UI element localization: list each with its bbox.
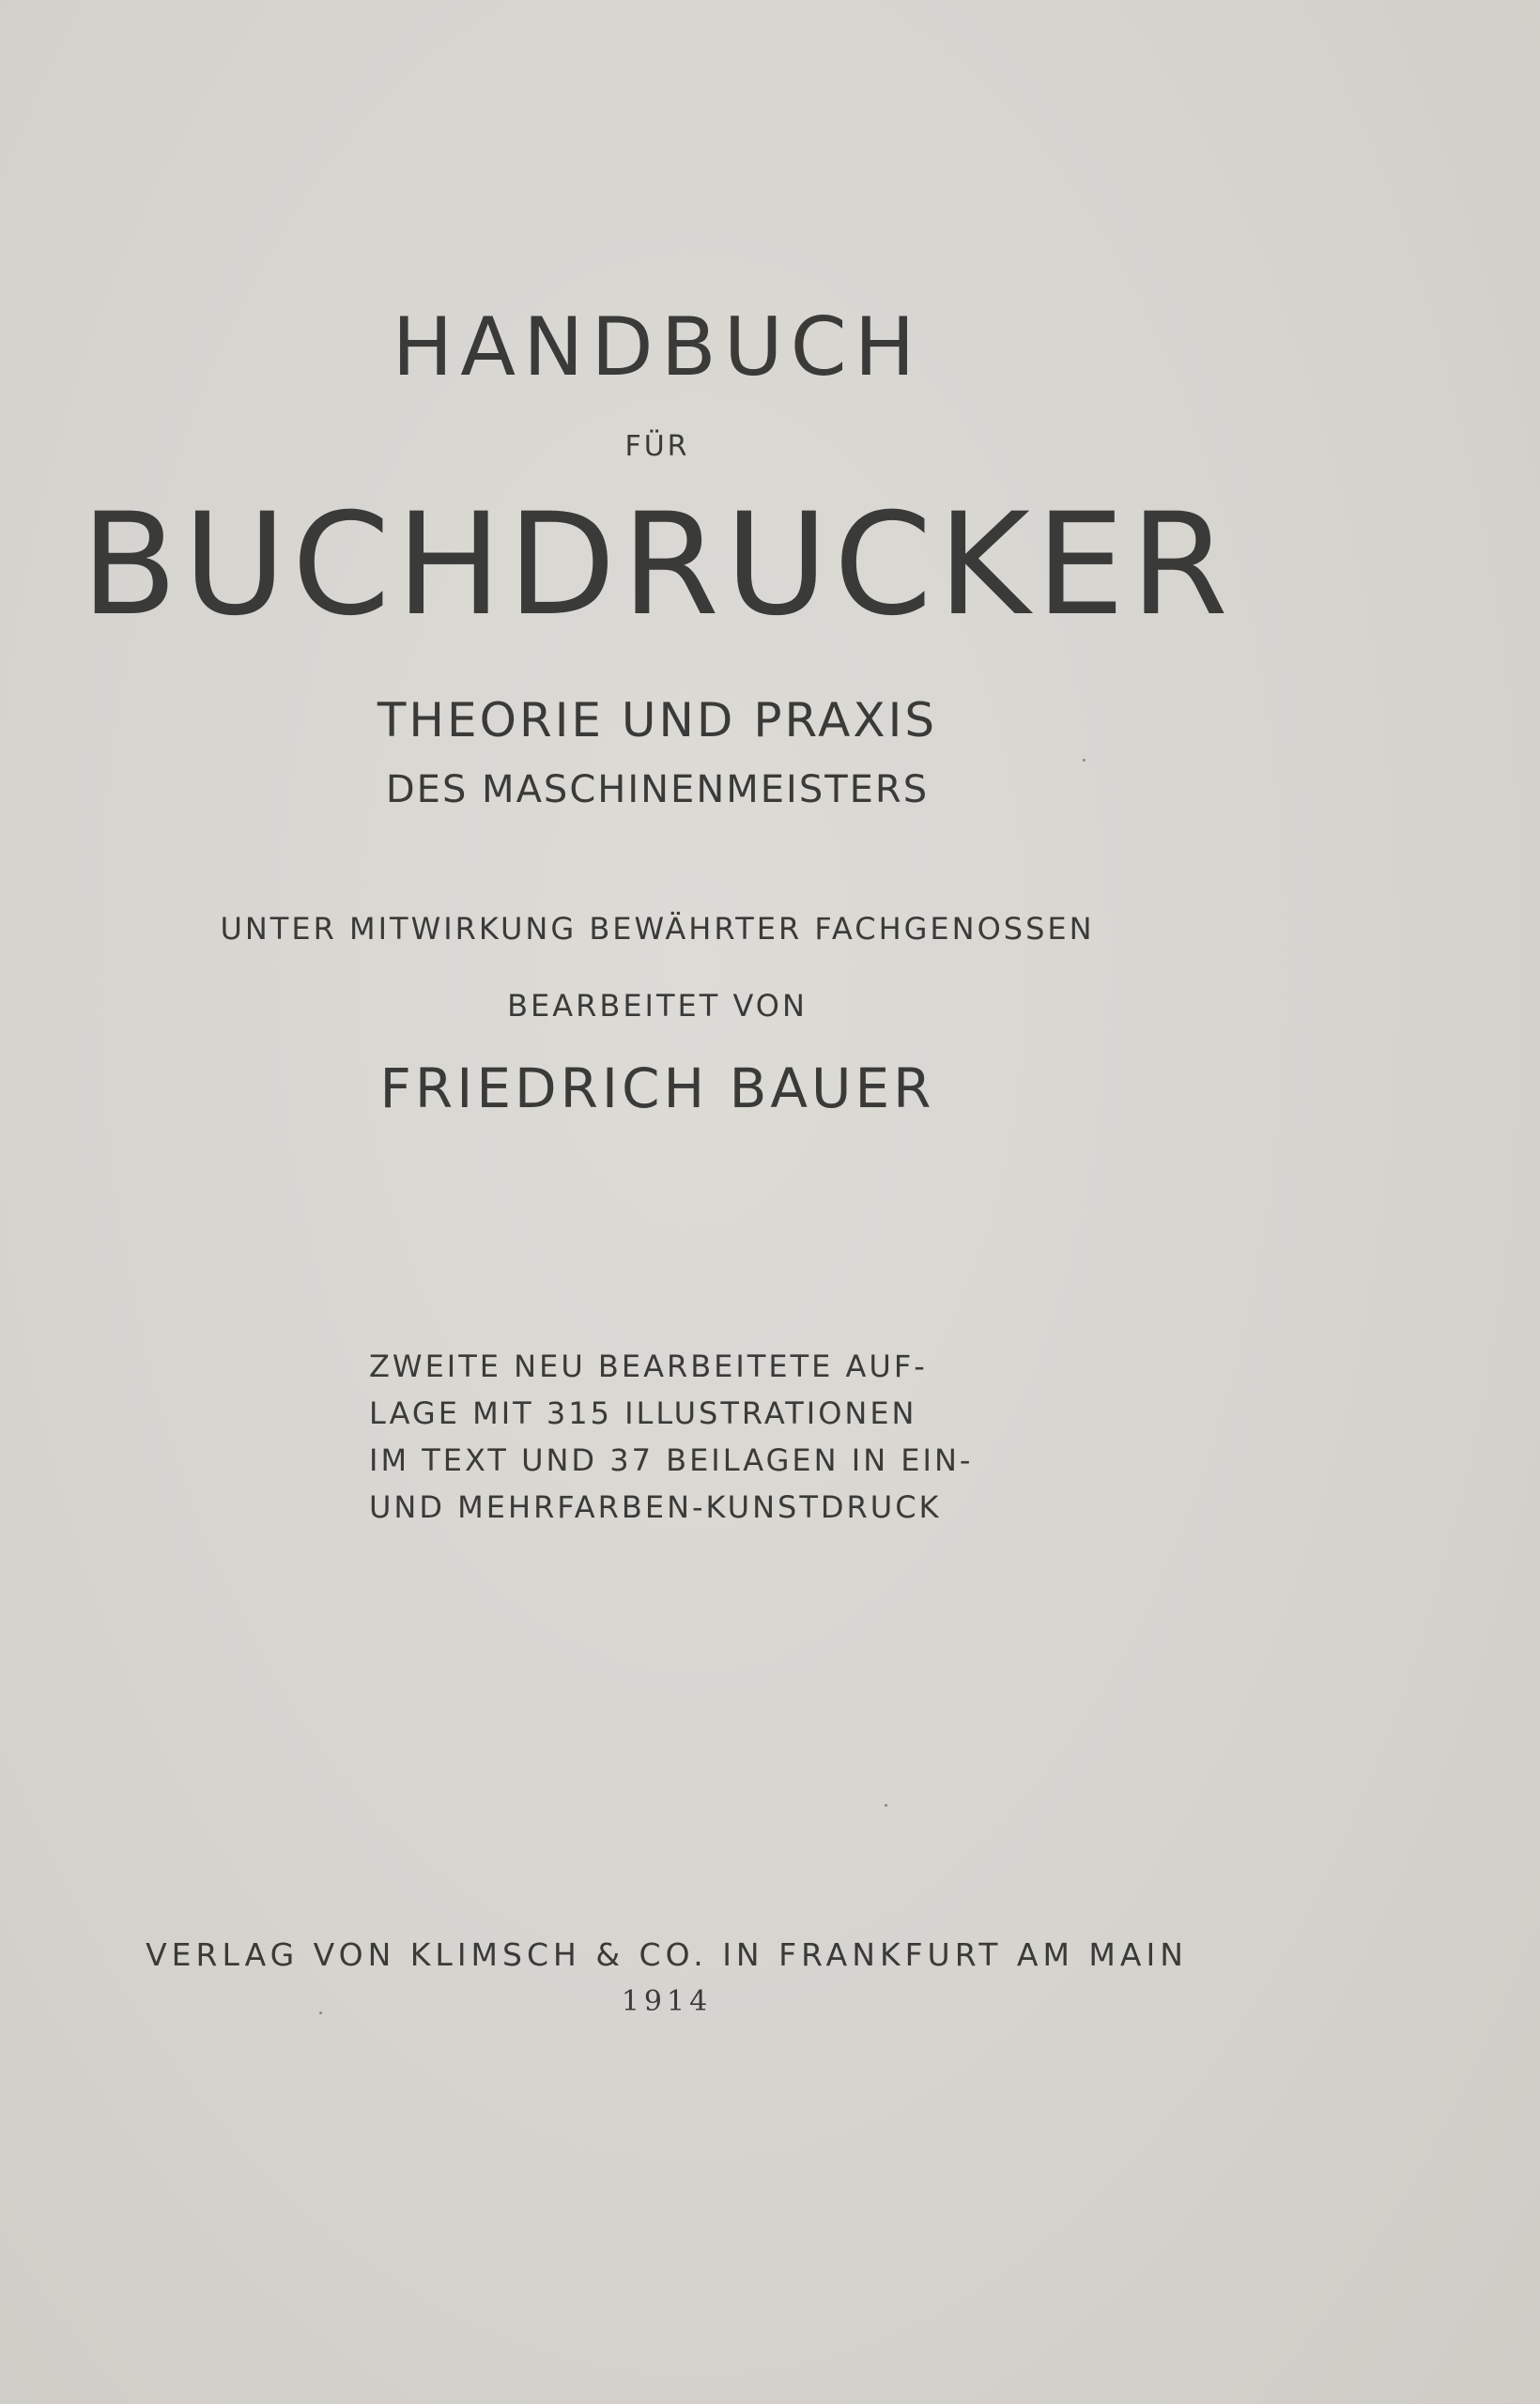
edition-note (369, 1343, 974, 1531)
edition-line: IM TEXT UND 37 BEILAGEN IN EIN- (369, 1442, 974, 1478)
paper-speck (885, 1804, 887, 1807)
edition-line: ZWEITE NEU BEARBEITETE AUF- (369, 1348, 928, 1384)
title-handbuch: HANDBUCH (392, 300, 923, 394)
paper-speck (1083, 759, 1086, 762)
publication-year: 1914 (621, 1985, 713, 2018)
edition-line: UND MEHRFARBEN-KUNSTDRUCK (369, 1489, 942, 1525)
subtitle-line-2: DES MASCHINENMEISTERS (385, 768, 930, 811)
subtitle-line-1: THEORIE UND PRAXIS (377, 693, 938, 747)
publisher-line: VERLAG VON KLIMSCH & CO. IN FRANKFURT AM MAIN (146, 1936, 1188, 1973)
edition-line: LAGE MIT 315 ILLUSTRATIONEN (369, 1395, 917, 1431)
contributors-note: UNTER MITWIRKUNG BEWÄHRTER FACHGENOSSEN (220, 911, 1095, 947)
author-name: FRIEDRICH BAUER (379, 1056, 935, 1120)
edited-by-label: BEARBEITET VON (507, 988, 808, 1024)
title-fuer: FÜR (624, 430, 690, 463)
paper-speck (319, 2011, 322, 2014)
title-buchdrucker: BUCHDRUCKER (81, 484, 1234, 647)
